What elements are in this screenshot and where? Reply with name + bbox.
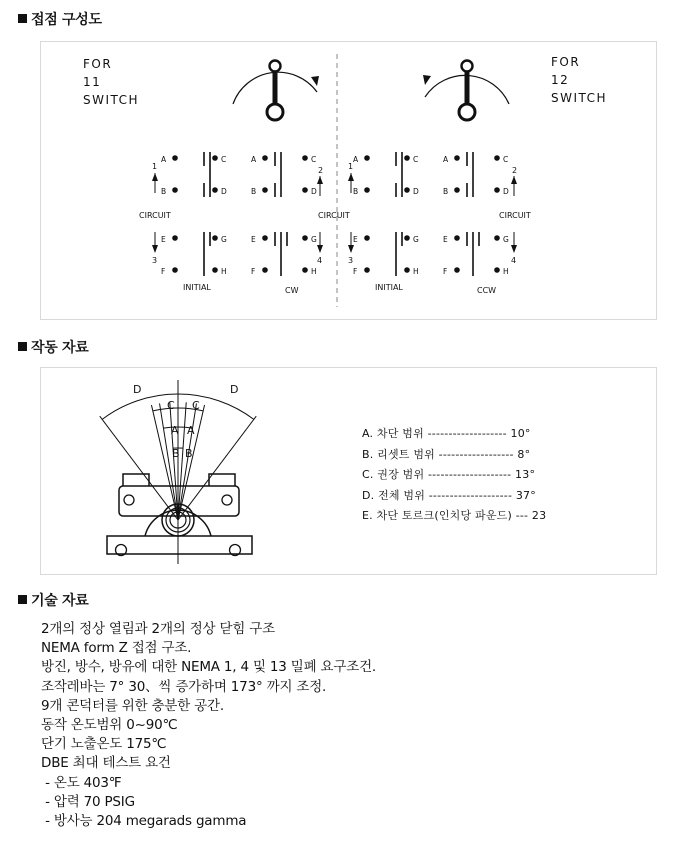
contact-dot [172, 235, 178, 241]
contact-pair [443, 155, 508, 164]
arrow-up-icon [511, 176, 517, 184]
contact-pair [251, 267, 317, 276]
state-label: INITIAL [183, 283, 211, 292]
contact-letter: H [221, 267, 227, 276]
circuit-number: 4 [317, 256, 323, 265]
circuit-number: 3 [152, 256, 158, 265]
contact-letter: H [311, 267, 317, 276]
angle-label: A [171, 424, 179, 437]
contact-letter: B [251, 187, 257, 196]
contact-dot [302, 155, 308, 161]
circuit-number: 1 [152, 162, 158, 171]
technical-spec-list [41, 620, 376, 831]
contact-dot [364, 235, 370, 241]
contact-dot [494, 155, 500, 161]
operation-diagram-panel [40, 367, 657, 575]
angle-label: B [185, 447, 193, 460]
contact-letter: B [161, 187, 167, 196]
contact-letter: G [503, 235, 509, 244]
contact-dot [494, 187, 500, 193]
contact-dot [262, 235, 268, 241]
lever-pivot-circle [459, 104, 475, 120]
contact-pair [353, 155, 418, 164]
contact-letter: E [161, 235, 166, 244]
angle-label: B [172, 447, 180, 460]
contact-dot [212, 267, 218, 273]
spec-item: A. 차단 범위 ------------------- 10° [362, 427, 531, 440]
circuit-number: 2 [512, 166, 518, 175]
contact-pair [251, 235, 317, 244]
angle-label: C [192, 399, 200, 412]
tech-item: NEMA form Z 접점 구조. [41, 640, 192, 657]
spec-item: D. 전체 범위 -------------------- 37° [362, 488, 536, 502]
contact-dot [212, 155, 218, 161]
contact-dot [454, 155, 460, 161]
contact-letter: F [443, 267, 448, 276]
contact-letter: C [311, 155, 317, 164]
tech-item: 동작 온도범위 0~90℃ [41, 717, 178, 734]
section-title-text: 작동 자료 [31, 340, 89, 356]
switch-label-left: SWITCH [83, 93, 140, 107]
section-title-contact [18, 9, 102, 29]
angle-label: A [187, 424, 195, 437]
contact-letter: D [311, 187, 317, 196]
arrow-down-icon [152, 245, 158, 253]
circuit-number: 1 [348, 162, 354, 171]
switch-label-right: FOR [551, 55, 581, 69]
contact-dot [454, 267, 460, 273]
lever-top-circle [270, 61, 281, 72]
contact-dot [262, 155, 268, 161]
angle-ray [178, 403, 196, 520]
contact-dot [404, 187, 410, 193]
section-title-text: 접점 구성도 [31, 12, 102, 28]
housing-tab-right [209, 474, 235, 486]
contact-dot [454, 235, 460, 241]
contact-dot [364, 155, 370, 161]
contact-dot [494, 235, 500, 241]
contact-dot [172, 187, 178, 193]
contact-pair [353, 267, 419, 276]
contact-dot [302, 187, 308, 193]
contact-letter: H [413, 267, 419, 276]
contact-dot [404, 235, 410, 241]
mount-hole [124, 495, 134, 505]
circuit-number: 3 [348, 256, 354, 265]
tech-item: 방진, 방수, 방유에 대한 NEMA 1, 4 및 13 밀폐 요구조건. [41, 659, 377, 676]
arrow-down-icon [348, 245, 354, 253]
circuit-label: CIRCUIT [499, 211, 531, 220]
contact-letter: E [443, 235, 448, 244]
operation-angle-diagram [41, 368, 656, 574]
contact-pair [443, 235, 509, 244]
contact-dot [262, 267, 268, 273]
contact-pair [161, 155, 226, 164]
state-label: CW [285, 286, 299, 295]
contact-pair [443, 187, 509, 196]
contact-dot [364, 267, 370, 273]
contact-dot [494, 267, 500, 273]
tech-item: - 방사능 204 megarads gamma [41, 813, 247, 830]
tech-item: 조작레바는 7° 30、씩 증가하며 173° 까지 조정. [41, 678, 327, 695]
switch-label-right: 12 [551, 73, 570, 87]
arrow-down-icon [511, 245, 517, 253]
tech-item: DBE 최대 테스트 요건 [41, 755, 171, 772]
contact-dot [212, 235, 218, 241]
contact-pair [161, 235, 227, 244]
contact-dot [364, 187, 370, 193]
contact-letter: H [503, 267, 509, 276]
state-label: INITIAL [375, 283, 403, 292]
circuit-label: CIRCUIT [139, 211, 171, 220]
mount-hole [222, 495, 232, 505]
circuit-label: CIRCUIT [318, 211, 350, 220]
switch-label-right: SWITCH [551, 91, 608, 105]
contact-letter: D [503, 187, 509, 196]
angle-label: C [167, 399, 175, 412]
angle-ray [160, 403, 178, 520]
spec-item: B. 리셋트 범위 ------------------ 8° [362, 447, 531, 461]
contact-dot [302, 235, 308, 241]
spec-item: C. 권장 범위 -------------------- 13° [362, 468, 536, 481]
section-title-operation [18, 337, 88, 357]
contact-letter: A [251, 155, 257, 164]
operation-spec-list [362, 424, 546, 527]
contact-letter: G [413, 235, 419, 244]
square-bullet-icon [18, 14, 27, 23]
contact-letter: G [311, 235, 317, 244]
contact-dot [302, 267, 308, 273]
switch-label-left: FOR [83, 57, 113, 71]
arrow-head-icon [311, 76, 319, 86]
contact-pair [251, 155, 316, 164]
tech-item: - 압력 70 PSIG [41, 793, 135, 810]
contact-letter: F [161, 267, 166, 276]
contact-letter: A [353, 155, 359, 164]
contact-letter: C [503, 155, 509, 164]
arrow-down-icon [317, 245, 323, 253]
tech-item: 단기 노출온도 175℃ [41, 736, 167, 753]
contact-pair [353, 235, 419, 244]
section-title-technical [18, 590, 88, 610]
contact-letter: D [221, 187, 227, 196]
square-bullet-icon [18, 595, 27, 604]
section-title-text: 기술 자료 [31, 593, 89, 609]
tech-item: 9개 콘덕터를 위한 충분한 공간. [41, 697, 224, 714]
arrow-up-icon [348, 173, 354, 181]
arrow-up-icon [152, 173, 158, 181]
contact-dot [212, 187, 218, 193]
contact-letter: E [251, 235, 256, 244]
contact-dot [262, 187, 268, 193]
angle-label: D [133, 383, 142, 396]
tech-item: - 온도 403℉ [41, 774, 122, 791]
lever-pivot-circle [267, 104, 283, 120]
contact-dot [404, 267, 410, 273]
contact-dot [454, 187, 460, 193]
circuit-number: 4 [511, 256, 517, 265]
contact-pair [353, 187, 419, 196]
angle-label: D [230, 383, 239, 396]
arrow-head-icon [423, 75, 431, 85]
contact-pair [251, 187, 317, 196]
spec-item: E. 차단 토르크(인치당 파운드) --- 23 [362, 509, 547, 522]
contact-letter: B [353, 187, 359, 196]
lever-icon [233, 61, 319, 121]
contact-letter: A [443, 155, 449, 164]
arrow-up-icon [317, 176, 323, 184]
contact-letter: E [353, 235, 358, 244]
state-label: CCW [477, 286, 497, 295]
contact-pair [161, 187, 227, 196]
contact-dot [172, 267, 178, 273]
lever-icon [423, 61, 509, 121]
switch-label-left: 11 [83, 75, 102, 89]
lever-top-circle [462, 61, 473, 72]
tech-item: 2개의 정상 열림과 2개의 정상 닫힘 구조 [41, 621, 275, 637]
contact-pair [161, 267, 227, 276]
contact-dot [404, 155, 410, 161]
square-bullet-icon [18, 342, 27, 351]
contact-diagram-panel [40, 41, 657, 320]
contact-letter: F [251, 267, 256, 276]
contact-pair [443, 267, 509, 276]
contact-letter: D [413, 187, 419, 196]
contact-letter: A [161, 155, 167, 164]
contact-letter: B [443, 187, 449, 196]
contact-dot [172, 155, 178, 161]
circuit-number: 2 [318, 166, 324, 175]
contact-letter: C [413, 155, 419, 164]
contact-diagram [41, 42, 656, 319]
contact-letter: C [221, 155, 227, 164]
contact-letter: G [221, 235, 227, 244]
contact-letter: F [353, 267, 358, 276]
